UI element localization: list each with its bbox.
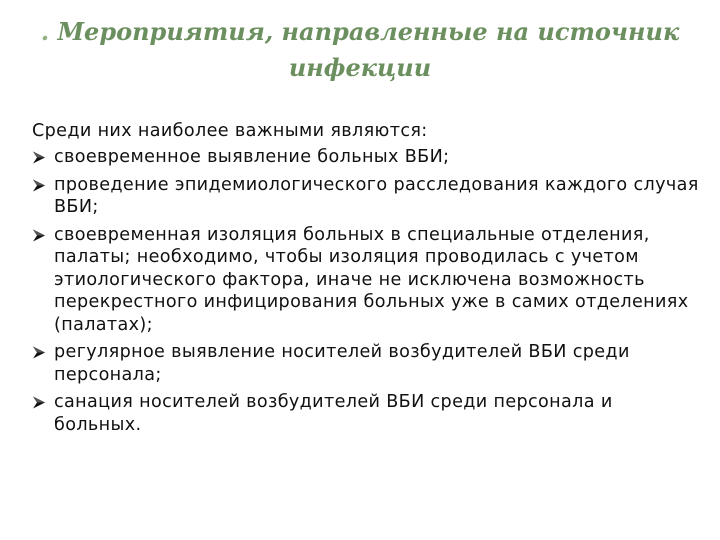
list-item-text: регулярное выявление носителей возбудителей ВБИ среди персонала; xyxy=(54,342,630,385)
list-item xyxy=(32,146,702,169)
list-item-text: санация носителей возбудителей ВБИ среди персонала и больных. xyxy=(54,392,613,435)
arrow-bullet-icon xyxy=(32,346,46,359)
measures-list xyxy=(32,146,702,436)
intro-text: Среди них наиболее важными являются: xyxy=(32,121,428,141)
arrow-bullet-icon xyxy=(32,229,46,242)
list-item xyxy=(32,341,702,386)
slide-body xyxy=(32,120,702,441)
list-item-text: своевременная изоляция больных в специальные отделения, палаты; необходимо, чтобы изоляция проводилась с учетом этиологического фактора, иначе не исключена возможность перекрестного инфицирования больных уже в самих отделениях (палатах); xyxy=(54,224,689,335)
list-item-text: своевременное выявление больных ВБИ; xyxy=(54,147,450,167)
arrow-bullet-icon xyxy=(32,179,46,192)
arrow-bullet-icon xyxy=(32,396,46,409)
list-item xyxy=(32,174,702,219)
list-item xyxy=(32,224,702,337)
list-item-text: проведение эпидемиологического расследования каждого случая ВБИ; xyxy=(54,174,699,217)
list-item xyxy=(32,391,702,436)
title-prefix: . xyxy=(40,17,50,46)
slide-title xyxy=(40,14,680,86)
title-text: Мероприятия, направленные на источник инфекции xyxy=(57,17,680,82)
arrow-bullet-icon xyxy=(32,151,46,164)
